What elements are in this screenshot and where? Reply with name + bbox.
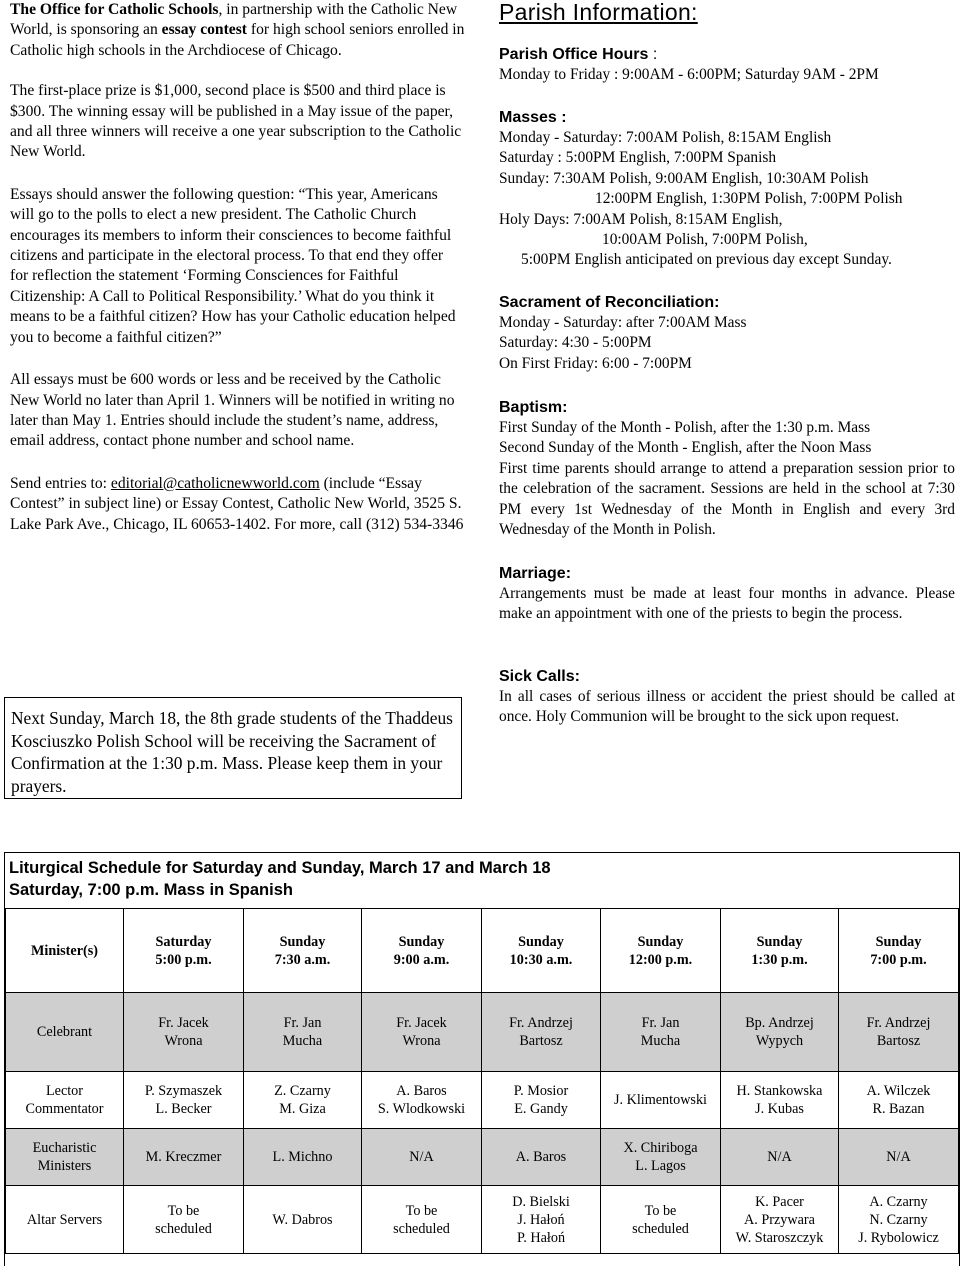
office-hours-heading	[499, 45, 955, 65]
confirmation-notice-box: Next Sunday, March 18, the 8th grade students of the Thaddeus Kosciuszko Polish School will be receiving the Sacrament of Confirmation at the 1:30 p.m. Mass. Please keep them in your prayers.	[4, 697, 462, 799]
minister-name-cell	[362, 993, 482, 1072]
minister-name-cell	[124, 1129, 244, 1186]
cell-line: Eucharistic	[32, 1140, 97, 1156]
cell-line: K. Pacer	[755, 1193, 804, 1210]
schedule-title-line: Liturgical Schedule for Saturday and Sunday, March 17 and March 18	[9, 859, 551, 877]
minister-role-cell	[6, 1186, 124, 1254]
cell-line: 7:00 p.m.	[870, 951, 927, 968]
cell-line: Celebrant	[36, 1024, 93, 1040]
cell-line: J. Klimentowski	[613, 1092, 707, 1108]
send-text-b: (include “Essay Contest” in subject line) or Essay Contest, Catholic New World, 3525 S. Lake Park Ave., Chicago, IL 60653-1402. For more, call (312) 534-3346	[10, 474, 464, 533]
masses-heading	[499, 108, 955, 128]
cell-line: Bp. Andrzej	[745, 1015, 814, 1031]
minister-role-cell	[6, 993, 124, 1072]
cell-line: To be	[644, 1202, 677, 1219]
baptism-text: First time parents should arrange to attend a preparation session prior to the celebration of the sacrament. Sessions are held in the school at 7:30 PM every 1st Wednesday of the Month in English and every 3rd Wednesday of the Month in Polish.	[499, 459, 955, 539]
minister-name-cell	[482, 993, 601, 1072]
schedule-table	[5, 908, 959, 1254]
cell-line: D. Bielski	[512, 1193, 570, 1210]
mass-time-header	[601, 909, 721, 993]
cell-line: Sunday	[518, 933, 564, 950]
cell-line: X. Chiriboga	[623, 1140, 698, 1156]
cell-line: scheduled	[632, 1220, 689, 1237]
cell-line: H. Stankowska	[736, 1083, 823, 1099]
cell-line: M. Kreczmer	[145, 1149, 222, 1165]
masses-line: 5:00PM English anticipated on previous day except Sunday.	[521, 251, 892, 269]
contest-intro-paragraph	[10, 0, 465, 61]
cell-line: 9:00 a.m.	[393, 951, 450, 968]
minister-name-cell	[601, 993, 721, 1072]
send-entries-paragraph	[10, 474, 465, 535]
cell-line: W. Staroszczyk	[735, 1229, 824, 1246]
cell-line: Fr. Andrzej	[509, 1015, 573, 1031]
mass-time-header	[124, 909, 244, 993]
minister-name-cell	[839, 1129, 959, 1186]
cell-line: 7:30 a.m.	[274, 951, 331, 968]
minister-name-cell	[839, 1186, 959, 1254]
minister-name-cell	[124, 993, 244, 1072]
cell-line: M. Giza	[279, 1101, 326, 1117]
cell-line: Bartosz	[519, 1033, 563, 1049]
cell-line: 10:30 a.m.	[509, 951, 573, 968]
cell-line: P. Szymaszek	[144, 1083, 223, 1099]
masses-line: Sunday: 7:30AM Polish, 9:00AM English, 10:30AM Polish	[499, 169, 869, 187]
minister-name-cell	[124, 1186, 244, 1254]
baptism-line: First Sunday of the Month - Polish, after the 1:30 p.m. Mass	[499, 419, 871, 436]
reconciliation-label: Sacrament of Reconciliation:	[499, 294, 720, 311]
cell-line: Saturday	[155, 933, 212, 950]
office-name: The Office for Catholic Schools	[10, 1, 219, 18]
cell-line: Wypych	[755, 1033, 804, 1049]
masses-line: 10:00AM Polish, 7:00PM Polish,	[602, 231, 808, 249]
cell-line: A. Wilczek	[866, 1083, 931, 1099]
cell-line: L. Michno	[272, 1149, 333, 1165]
cell-line: 1:30 p.m.	[751, 951, 808, 968]
cell-line: L. Becker	[155, 1101, 212, 1117]
cell-line: Z. Czarny	[274, 1083, 331, 1099]
minister-role-cell	[6, 1129, 124, 1186]
minister-name-cell	[244, 1186, 362, 1254]
cell-line: Mucha	[640, 1033, 681, 1049]
sick-calls-section	[499, 667, 955, 728]
schedule-subtitle-line: Saturday, 7:00 p.m. Mass in Spanish	[9, 880, 293, 899]
schedule-row	[6, 993, 959, 1072]
contest-name: essay contest	[161, 21, 247, 39]
send-text-a: Send entries to:	[10, 474, 111, 492]
sick-calls-label: Sick Calls:	[499, 668, 580, 685]
masses-label: Masses :	[499, 109, 567, 126]
masses-line: 12:00PM English, 1:30PM Polish, 7:00PM Polish	[595, 190, 903, 208]
minister-name-cell	[721, 1072, 839, 1129]
cell-line: Sunday	[756, 933, 803, 950]
cell-line: P. Mosior	[513, 1083, 569, 1099]
cell-line: A. Czarny	[869, 1193, 928, 1210]
office-hours-colon: :	[648, 46, 658, 63]
cell-line: J. Kubas	[755, 1101, 804, 1117]
cell-line: Fr. Andrzej	[866, 1015, 931, 1031]
marriage-label: Marriage:	[499, 565, 572, 582]
minister-name-cell	[362, 1129, 482, 1186]
cell-line: Fr. Jan	[641, 1015, 680, 1031]
cell-line: Wrona	[402, 1033, 441, 1049]
cell-line: Sunday	[637, 933, 684, 950]
cell-line: To be	[167, 1202, 200, 1219]
cell-line: N. Czarny	[869, 1211, 928, 1228]
question-paragraph: Essays should answer the following question: “This year, Americans will go to the polls to elect a new president. The Catholic Church encourages its members to inform their consciences to become faithful citizens and participate in the electoral process. To that end they offer for reflection the statement ‘Forming Consciences for Faithful Citizenship: A Call to Political Responsibility.’ What do you think it means to be a faithful citizen? How has your Catholic education helped you to become a faithful citizen?”	[10, 185, 456, 346]
minister-name-cell	[721, 1129, 839, 1186]
cell-line: Wrona	[164, 1033, 203, 1049]
mass-time-header	[721, 909, 839, 993]
minister-column-header	[6, 909, 124, 993]
cell-line: Sunday	[875, 933, 922, 950]
masses-section	[499, 108, 955, 271]
rules-paragraph: All essays must be 600 words or less and be received by the Catholic New World no later than April 1. Winners will be notified in writing no later than May 1. Entries should include the student’s name, address, email address, contact phone number and school name.	[10, 371, 455, 450]
minister-name-cell	[482, 1186, 601, 1254]
liturgical-schedule	[4, 852, 960, 1266]
minister-name-cell	[244, 993, 362, 1072]
cell-line: L. Lagos	[635, 1158, 686, 1174]
cell-line: A. Baros	[396, 1083, 447, 1099]
reconciliation-line: Saturday: 4:30 - 5:00PM	[499, 334, 652, 352]
intro-text-a: , in partnership with the Catholic New World, is sponsoring an	[10, 1, 458, 39]
minister-name-cell	[124, 1072, 244, 1129]
minister-name-cell	[839, 993, 959, 1072]
cell-line: Minister(s)	[31, 942, 98, 959]
cell-line: Altar Servers	[26, 1211, 103, 1228]
minister-name-cell	[482, 1072, 601, 1129]
reconciliation-section	[499, 293, 955, 374]
baptism-line: Second Sunday of the Month - English, after the Noon Mass	[499, 439, 872, 457]
minister-name-cell	[839, 1072, 959, 1129]
reconciliation-line: Monday - Saturday: after 7:00AM Mass	[499, 314, 747, 331]
cell-line: scheduled	[155, 1220, 212, 1237]
marriage-section	[499, 564, 955, 625]
reconciliation-heading	[499, 293, 955, 313]
cell-line: N/A	[767, 1149, 792, 1165]
essay-contest-article	[10, 0, 465, 557]
mass-time-header	[362, 909, 482, 993]
baptism-section	[499, 398, 955, 540]
minister-name-cell	[482, 1129, 601, 1186]
cell-line: A. Przywara	[744, 1211, 815, 1228]
marriage-text: Arrangements must be made at least four months in advance. Please make an appointment with one of the priests to begin the process.	[499, 585, 955, 623]
cell-line: Fr. Jacek	[396, 1015, 447, 1031]
parish-title: Parish Information:	[499, 0, 698, 25]
minister-name-cell	[244, 1129, 362, 1186]
schedule-row	[6, 1129, 959, 1186]
office-hours-section	[499, 45, 955, 85]
masses-line: Holy Days: 7:00AM Polish, 8:15AM English,	[499, 210, 783, 228]
cell-line: Fr. Jacek	[158, 1015, 209, 1031]
baptism-label: Baptism:	[499, 399, 568, 416]
masses-line: Saturday : 5:00PM English, 7:00PM Spanish	[499, 149, 777, 167]
minister-name-cell	[721, 993, 839, 1072]
cell-line: Ministers	[37, 1158, 92, 1174]
cell-line: 5:00 p.m.	[155, 951, 212, 968]
cell-line: E. Gandy	[514, 1101, 568, 1117]
sick-calls-heading	[499, 667, 955, 687]
mass-time-header	[482, 909, 601, 993]
minister-name-cell	[244, 1072, 362, 1129]
cell-line: To be	[405, 1202, 438, 1219]
cell-line: R. Bazan	[872, 1101, 925, 1117]
schedule-header-row	[6, 909, 959, 993]
office-hours-text: Monday to Friday : 9:00AM - 6:00PM; Saturday 9AM - 2PM	[499, 66, 879, 83]
masses-line: Monday - Saturday: 7:00AM Polish, 8:15AM English	[499, 129, 832, 146]
cell-line: Sunday	[398, 933, 445, 950]
mass-time-header	[839, 909, 959, 993]
schedule-row	[6, 1186, 959, 1254]
minister-name-cell	[601, 1129, 721, 1186]
baptism-heading	[499, 398, 955, 418]
mass-time-header	[244, 909, 362, 993]
cell-line: S. Wlodkowski	[377, 1101, 466, 1117]
cell-line: N/A	[886, 1149, 911, 1165]
cell-line: Fr. Jan	[283, 1015, 322, 1031]
schedule-row	[6, 1072, 959, 1129]
sick-calls-text: In all cases of serious illness or accident the priest should be called at once. Holy Communion will be brought to the sick upon request.	[499, 688, 955, 726]
cell-line: N/A	[409, 1149, 434, 1165]
minister-role-cell	[6, 1072, 124, 1129]
cell-line: A. Baros	[515, 1149, 567, 1165]
cell-line: Bartosz	[876, 1033, 921, 1049]
cell-line: P. Hałoń	[516, 1229, 566, 1246]
cell-line: Mucha	[282, 1033, 323, 1049]
minister-name-cell	[362, 1186, 482, 1254]
cell-line: J. Hałoń	[517, 1211, 565, 1228]
office-hours-label: Parish Office Hours	[499, 46, 649, 63]
cell-line: 12:00 p.m.	[628, 951, 693, 968]
reconciliation-line: On First Friday: 6:00 - 7:00PM	[499, 354, 692, 372]
cell-line: W. Dabros	[272, 1211, 333, 1228]
minister-name-cell	[362, 1072, 482, 1129]
cell-line: Commentator	[25, 1101, 104, 1117]
cell-line: Lector	[45, 1083, 84, 1099]
cell-line: J. Rybolowicz	[858, 1229, 939, 1246]
intro-text-b: for high school seniors enrolled in Catholic high schools in the Archdiocese of Chicago.	[10, 21, 465, 59]
minister-name-cell	[601, 1072, 721, 1129]
minister-name-cell	[601, 1186, 721, 1254]
email-link[interactable]: editorial@catholicnewworld.com	[110, 474, 320, 492]
schedule-title	[9, 858, 551, 901]
prize-paragraph: The first-place prize is $1,000, second place is $500 and third place is $300. The winning essay will be published in a May issue of the paper, and all three winners will receive a one year subscription to the Catholic New World.	[10, 82, 462, 161]
cell-line: Sunday	[279, 933, 326, 950]
cell-line: scheduled	[393, 1220, 450, 1237]
minister-name-cell	[721, 1186, 839, 1254]
marriage-heading	[499, 564, 955, 584]
